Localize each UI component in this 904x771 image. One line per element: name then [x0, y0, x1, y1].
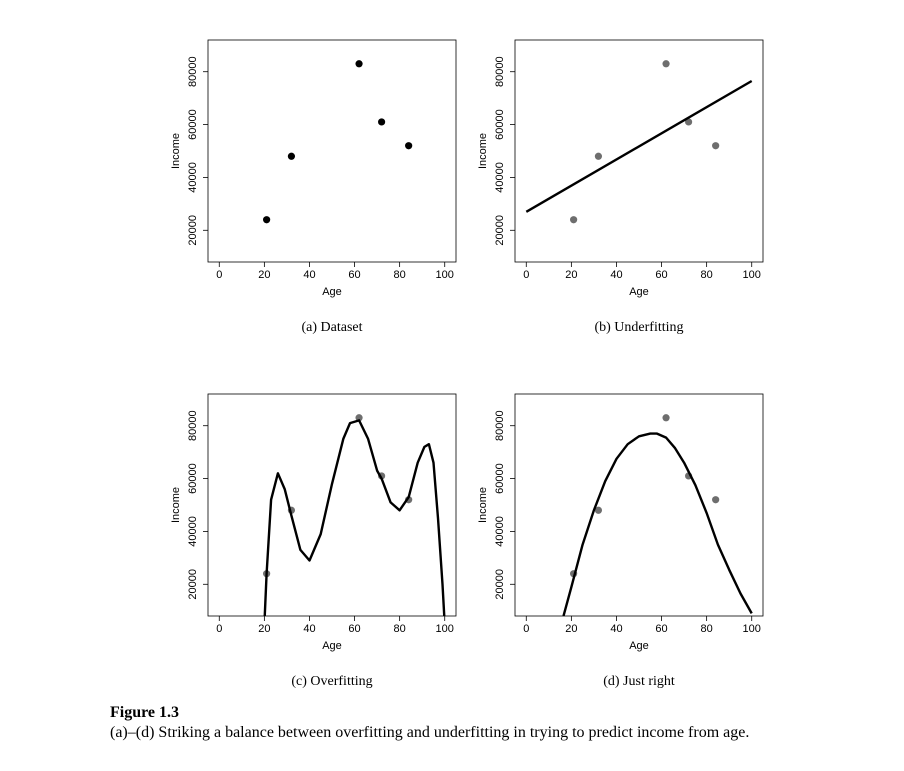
y-tick-label: 20000 [187, 568, 199, 600]
figure-caption: (a)–(d) Striking a balance between overfitting and underfitting in trying to predict income from age. [110, 724, 750, 741]
y-tick-label: 80000 [187, 56, 199, 88]
panel-caption: (b) Underfitting [594, 320, 684, 335]
y-axis-label: Income [170, 132, 182, 170]
panel-a-dataset [170, 40, 456, 335]
data-point [288, 153, 295, 160]
panel-c-overfitting [170, 394, 456, 689]
plot-frame [515, 40, 763, 262]
y-tick-label: 40000 [187, 516, 199, 547]
x-tick-label: 20 [565, 269, 578, 281]
x-tick-label: 20 [258, 623, 271, 635]
y-axis-label: Income [170, 486, 182, 524]
panel-d-just-right [477, 394, 763, 689]
figure-caption-block [110, 703, 890, 743]
x-tick-label: 40 [303, 269, 316, 281]
data-point [595, 153, 602, 160]
panel-b-underfitting [477, 40, 763, 335]
x-tick-label: 100 [435, 623, 454, 635]
x-tick-label: 20 [258, 269, 271, 281]
data-point [355, 60, 362, 67]
panel-caption: (d) Just right [603, 674, 675, 689]
x-tick-label: 60 [348, 623, 361, 635]
y-tick-label: 60000 [494, 463, 506, 494]
data-point [263, 216, 270, 223]
x-tick-label: 100 [742, 269, 761, 281]
data-point [662, 60, 669, 67]
figure-label: Figure 1.3 [110, 704, 180, 721]
x-tick-label: 40 [303, 623, 316, 635]
panel-caption: (c) Overfitting [291, 674, 373, 689]
x-tick-label: 60 [655, 269, 668, 281]
x-tick-label: 60 [655, 623, 668, 635]
data-point [378, 118, 385, 125]
y-tick-label: 60000 [187, 109, 199, 140]
panel-caption: (a) Dataset [301, 320, 363, 335]
plot-frame [208, 40, 456, 262]
x-tick-label: 60 [348, 269, 361, 281]
y-tick-label: 40000 [187, 162, 199, 193]
x-tick-label: 0 [216, 269, 223, 281]
x-tick-label: 0 [523, 269, 530, 281]
x-tick-label: 0 [216, 623, 223, 635]
data-point [570, 216, 577, 223]
fit-curve [264, 420, 444, 624]
x-tick-label: 40 [610, 623, 623, 635]
data-point [405, 142, 412, 149]
x-axis-label: Age [629, 286, 649, 298]
x-tick-label: 80 [393, 269, 406, 281]
x-axis-label: Age [629, 640, 649, 652]
x-tick-label: 80 [700, 269, 713, 281]
y-axis-label: Income [477, 486, 489, 524]
y-tick-label: 40000 [494, 516, 506, 547]
x-axis-label: Age [322, 640, 342, 652]
x-tick-label: 20 [565, 623, 578, 635]
data-point [662, 414, 669, 421]
data-point [712, 142, 719, 149]
x-tick-label: 80 [393, 623, 406, 635]
plot-frame [515, 394, 763, 616]
y-tick-label: 80000 [494, 56, 506, 88]
y-tick-label: 80000 [187, 410, 199, 442]
fit-curve [564, 434, 752, 616]
x-tick-label: 100 [742, 623, 761, 635]
y-tick-label: 20000 [187, 214, 199, 246]
y-tick-label: 40000 [494, 162, 506, 193]
x-tick-label: 100 [435, 269, 454, 281]
data-point [712, 496, 719, 503]
y-tick-label: 60000 [187, 463, 199, 494]
y-axis-label: Income [477, 132, 489, 170]
x-tick-label: 0 [523, 623, 530, 635]
x-axis-label: Age [322, 286, 342, 298]
x-tick-label: 80 [700, 623, 713, 635]
plot-frame [208, 394, 456, 616]
x-tick-label: 40 [610, 269, 623, 281]
y-tick-label: 60000 [494, 109, 506, 140]
y-tick-label: 20000 [494, 568, 506, 600]
y-tick-label: 80000 [494, 410, 506, 442]
y-tick-label: 20000 [494, 214, 506, 246]
